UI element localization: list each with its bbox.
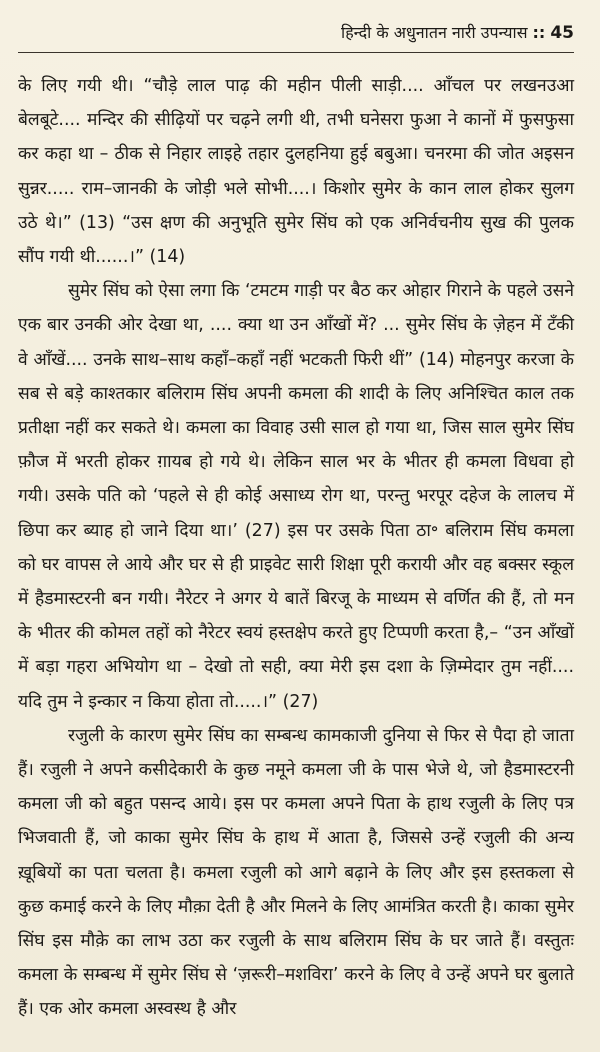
paragraph-2: सुमेर सिंघ को ऐसा लगा कि ‘टमटम गाड़ी पर बैठ कर ओहार गिराने के पहले उसने एक बार उनकी ओर देखा था, .... क्या था उन आँखों में? ... सुमेर सिंघ के ज़ेहन में टँकी वे आँखें.... उनके साथ–साथ कहाँ–कहाँ नहीं भटकती फिरी थीं” (14) मोहनपुर करजा के सब से बड़े काश्तकार बलिराम सिंघ अपनी कमला की शादी के लिए अनिश्चित काल तक प्रतीक्षा नहीं कर सकते थे। कमला का विवाह उसी साल हो गया था, जिस साल सुमेर सिंघ फ़ौज में भरती होकर ग़ायब हो गये थे। लेकिन साल भर के भीतर ही कमला विधवा हो गयी। उसके पति को ‘पहले से ही कोई असाध्य रोग था, परन्तु भरपूर दहेज के लालच में छिपा कर ब्याह हो जाने दिया था।’ (27) इस पर उसके पिता ठा॰ बलिराम सिंघ कमला को घर वापस ले आये और घर से ही प्राइवेट सारी शिक्षा पूरी करायी और वह बक्सर स्कूल में हैडमास्टरनी बन गयी। नैरेटर ने अगर ये बातें बिरजू के माध्यम से वर्णित की हैं, तो मन के भीतर की कोमल तहों को नैरेटर स्वयं हस्तक्षेप करते हुए टिप्पणी करता है,– “उन आँखों में बड़ा गहरा अभियोग था – देखो तो सही, क्या मेरी इस दशा के ज़िम्मेदार तुम नहीं.... यदि तुम ने इन्कार न किया होता तो.....।” (27) xyxy=(18,281,574,712)
running-header-title: हिन्दी के अधुनातन नारी उपन्यास xyxy=(341,23,528,42)
body-text xyxy=(18,69,574,1027)
paragraph-3: रजुली के कारण सुमेर सिंघ का सम्बन्ध कामकाजी दुनिया से फिर से पैदा हो जाता हैं। रजुली ने अपने कसीदेकारी के कुछ नमूने कमला जी के पास भेजे थे, जो हैडमास्टरनी कमला जी को बहुत पसन्द आये। इस पर कमला अपने पिता के हाथ रजुली के लिए पत्र भिजवाती हैं, जो काका सुमेर सिंघ के हाथ में आता है, जिससे उन्हें रजुली की अन्य ख़ूबियों का पता चलता है। कमला रजुली को आगे बढ़ाने के लिए और इस हस्तकला से कुछ कमाई करने के लिए मौक़ा देती है और मिलने के लिए आमंत्रित करती है। काका सुमेर सिंघ इस मौक़े का लाभ उठा कर रजुली के साथ बलिराम सिंघ के घर जाते हैं। वस्तुतः कमला के सम्बन्ध में सुमेर सिंघ से ‘ज़रूरी–मशविरा’ करने के लिए वे उन्हें अपने घर बुलाते हैं। एक ओर कमला अस्वस्थ है और xyxy=(18,725,574,1020)
paragraph-1: के लिए गयी थी। “चौड़े लाल पाढ़ की महीन पीली साड़ी.... आँचल पर लखनउआ बेलबूटे.... मन्दिर की सीढ़ियों पर चढ़ने लगी थी, तभी घनेसरा फुआ ने कानों में फुसफुसा कर कहा था – ठीक से निहार लाइहे तहार दुलहनिया हुई बबुआ। चनरमा की जोत अइसन सुन्नर..... राम–जानकी के जोड़ी भले सोभी....। किशोर सुमेर के कान लाल होकर सुलग उठे थे।” (13) “उस क्षण की अनुभूति सुमेर सिंघ को एक अनिर्वचनीय सुख की पुलक सौंप गयी थी......।” (14) xyxy=(18,76,574,268)
header-divider xyxy=(18,52,574,53)
page-number: 45 xyxy=(550,23,574,43)
running-header xyxy=(18,18,574,48)
running-header-separator: :: xyxy=(532,23,546,42)
